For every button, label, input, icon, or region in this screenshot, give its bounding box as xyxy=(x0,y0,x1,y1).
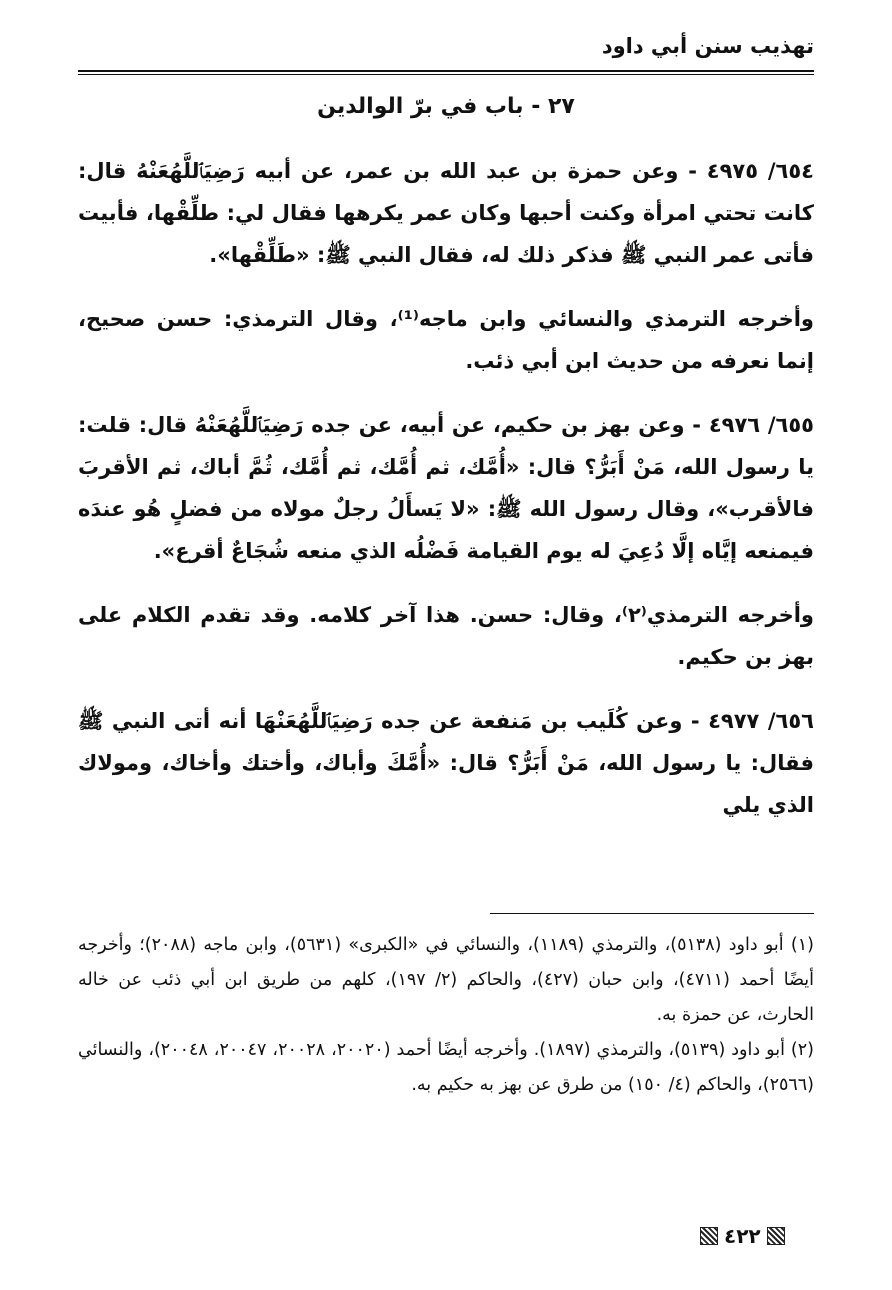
main-text xyxy=(78,150,814,848)
footnote-2: (٢) أبو داود (٥١٣٩)، والترمذي (١٨٩٧). وأخرجه أيضًا أحمد (٢٠٠٢٠، ٢٠٠٢٨، ٢٠٠٤٧، ٢٠٠٤٨)، والنسائي (٢٥٦٦)، والحاكم (٤/ ١٥٠) من طرق عن بهز به حكيم به. xyxy=(78,1040,814,1095)
takhrij-655: وأخرجه الترمذي⁽٢⁾، وقال: حسن. هذا آخر كلامه. وقد تقدم الكلام على بهز بن حكيم. xyxy=(78,603,814,669)
ornament-icon xyxy=(700,1227,718,1245)
hadith-655: ٦٥٥/ ٤٩٧٦ - وعن بهز بن حكيم، عن أبيه، عن جده رَضِيَٱللَّهُعَنْهُ قال: قلت: يا رسول الله، مَنْ أَبَرُّ؟ قال: «أُمَّك، ثم أُمَّك، ثم أُمَّك، ثُمَّ أباك، ثم الأقربَ فالأقرب»، وقال رسول الله ﷺ: «لا يَسأَلُ رجلٌ مولاه من فضلٍ هُو عندَه فيمنعه إيَّاه إلَّا دُعِيَ له يوم القيامة فَضْلُه الذي منعه شُجَاعٌ أقرع». xyxy=(78,413,814,563)
running-header: تهذيب سنن أبي داود xyxy=(601,34,814,58)
page-number: ٤٢٢ xyxy=(724,1224,761,1248)
header-rule xyxy=(78,70,814,72)
ornament-icon xyxy=(767,1227,785,1245)
chapter-title: ٢٧ - باب في برّ الوالدين xyxy=(317,94,575,119)
header-rule-thin xyxy=(78,74,814,75)
hadith-656: ٦٥٦/ ٤٩٧٧ - وعن كُلَيب بن مَنفعة عن جده رَضِيَٱللَّهُعَنْهَا أنه أتى النبي ﷺ فقال: يا رسول الله، مَنْ أَبَرُّ؟ قال: «أُمَّكَ وأباك، وأختك وأخاك، ومولاك الذي يلي xyxy=(78,709,814,817)
page-number-block xyxy=(700,1224,785,1248)
hadith-654: ٦٥٤/ ٤٩٧٥ - وعن حمزة بن عبد الله بن عمر، عن أبيه رَضِيَٱللَّهُعَنْهُ قال: كانت تحتي امرأة وكنت أحبها وكان عمر يكرهها فقال لي: طلِّقْها، فأبيت فأتى عمر النبي ﷺ فذكر ذلك له، فقال النبي ﷺ: «طَلِّقْها». xyxy=(78,159,814,267)
footnotes xyxy=(78,928,814,1103)
takhrij-654: وأخرجه الترمذي والنسائي وابن ماجه⁽¹⁾، وقال الترمذي: حسن صحيح، إنما نعرفه من حديث ابن أبي ذئب. xyxy=(78,307,814,373)
footnote-separator xyxy=(490,913,814,914)
footnote-1: (١) أبو داود (٥١٣٨)، والترمذي (١١٨٩)، والنسائي في «الكبرى» (٥٦٣١)، وابن ماجه (٢٠٨٨)؛ وأخرجه أيضًا أحمد (٤٧١١)، وابن حبان (٤٢٧)، والحاكم (٢/ ١٩٧)، كلهم من طريق ابن أبي ذئب عن خاله الحارث، عن حمزة به. xyxy=(78,935,814,1025)
